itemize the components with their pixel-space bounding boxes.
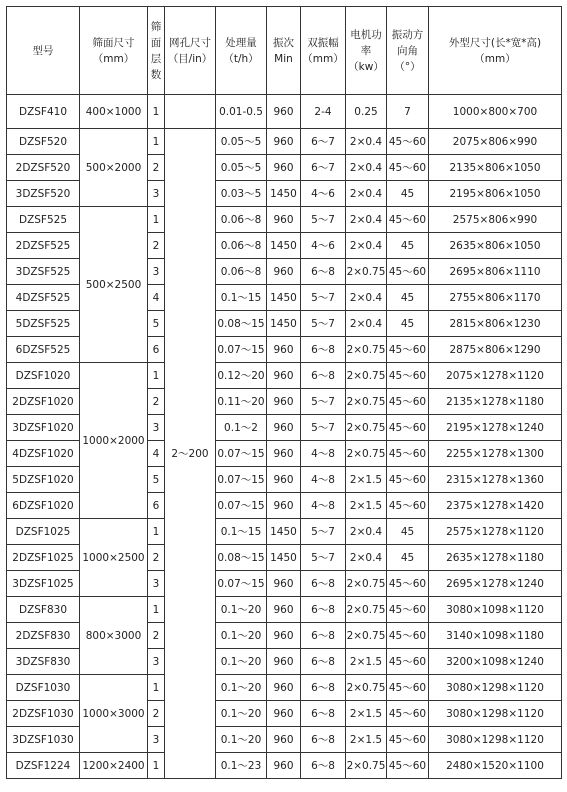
cell-frequency: 1450 [267, 311, 301, 337]
cell-vibration-angle: 45～60 [387, 441, 429, 467]
cell-model: 2DZSF830 [7, 623, 80, 649]
header-line: （mm） [474, 52, 516, 65]
cell-amplitude: 4～8 [301, 441, 346, 467]
cell-dimensions: 3080×1298×1120 [429, 675, 562, 701]
cell-capacity: 0.07～15 [216, 571, 267, 597]
cell-dimensions: 2695×806×1110 [429, 259, 562, 285]
cell-dimensions: 2480×1520×1100 [429, 753, 562, 779]
cell-frequency: 960 [267, 415, 301, 441]
cell-layers: 2 [148, 233, 165, 259]
cell-model: DZSF1020 [7, 363, 80, 389]
cell-layers: 1 [148, 597, 165, 623]
cell-frequency: 960 [267, 675, 301, 701]
cell-frequency: 960 [267, 571, 301, 597]
cell-motor-power: 2×0.4 [346, 129, 387, 155]
cell-screen-size: 1000×3000 [80, 675, 148, 753]
cell-model: 2DZSF1020 [7, 389, 80, 415]
table-row [7, 207, 562, 233]
cell-motor-power: 2×0.75 [346, 441, 387, 467]
header-line: 网孔尺寸 [169, 36, 211, 49]
cell-dimensions: 2695×1278×1240 [429, 571, 562, 597]
cell-capacity: 0.07～15 [216, 441, 267, 467]
header-mesh [165, 7, 216, 95]
cell-frequency: 960 [267, 259, 301, 285]
cell-dimensions: 2315×1278×1360 [429, 467, 562, 493]
cell-dimensions: 3200×1098×1240 [429, 649, 562, 675]
cell-layers: 2 [148, 701, 165, 727]
cell-model: DZSF1025 [7, 519, 80, 545]
cell-capacity: 0.07～15 [216, 493, 267, 519]
table-row [7, 519, 562, 545]
cell-layers: 1 [148, 363, 165, 389]
cell-model: 4DZSF1020 [7, 441, 80, 467]
cell-vibration-angle: 45～60 [387, 207, 429, 233]
cell-frequency: 960 [267, 129, 301, 155]
header-motor-power [346, 7, 387, 95]
cell-dimensions: 2575×806×990 [429, 207, 562, 233]
header-line: （°） [394, 60, 421, 73]
cell-model: DZSF525 [7, 207, 80, 233]
cell-amplitude: 6～8 [301, 753, 346, 779]
cell-capacity: 0.06～8 [216, 233, 267, 259]
cell-frequency: 960 [267, 753, 301, 779]
header-screen-size [80, 7, 148, 95]
cell-amplitude: 6～8 [301, 597, 346, 623]
cell-vibration-angle: 45～60 [387, 623, 429, 649]
cell-amplitude: 6～8 [301, 337, 346, 363]
cell-capacity: 0.1～2 [216, 415, 267, 441]
header-dimensions [429, 7, 562, 95]
cell-frequency: 960 [267, 155, 301, 181]
cell-vibration-angle: 7 [387, 95, 429, 129]
cell-capacity: 0.07～15 [216, 467, 267, 493]
cell-motor-power: 2×0.75 [346, 623, 387, 649]
cell-layers: 5 [148, 311, 165, 337]
cell-frequency: 960 [267, 389, 301, 415]
cell-layers: 3 [148, 415, 165, 441]
cell-motor-power: 2×0.4 [346, 181, 387, 207]
cell-frequency: 960 [267, 337, 301, 363]
cell-frequency: 1450 [267, 285, 301, 311]
cell-model: 6DZSF1020 [7, 493, 80, 519]
cell-model: 4DZSF525 [7, 285, 80, 311]
cell-amplitude: 6～7 [301, 155, 346, 181]
cell-screen-size: 500×2500 [80, 207, 148, 363]
cell-frequency: 960 [267, 207, 301, 233]
header-line: 筛 [150, 20, 162, 33]
cell-amplitude: 6～8 [301, 623, 346, 649]
cell-amplitude: 6～8 [301, 675, 346, 701]
cell-model: DZSF520 [7, 129, 80, 155]
header-line: 电机功 [350, 28, 382, 41]
cell-motor-power: 2×1.5 [346, 701, 387, 727]
cell-model: 2DZSF1030 [7, 701, 80, 727]
header-line: 处理量 [225, 36, 257, 49]
cell-layers: 5 [148, 467, 165, 493]
cell-vibration-angle: 45～60 [387, 155, 429, 181]
cell-vibration-angle: 45～60 [387, 415, 429, 441]
cell-dimensions: 2075×1278×1120 [429, 363, 562, 389]
cell-motor-power: 2×0.75 [346, 259, 387, 285]
cell-frequency: 960 [267, 649, 301, 675]
cell-amplitude: 5～7 [301, 415, 346, 441]
cell-motor-power: 2×1.5 [346, 467, 387, 493]
cell-dimensions: 2575×1278×1120 [429, 519, 562, 545]
cell-vibration-angle: 45～60 [387, 337, 429, 363]
cell-vibration-angle: 45～60 [387, 727, 429, 753]
cell-model: 3DZSF1025 [7, 571, 80, 597]
cell-layers: 3 [148, 259, 165, 285]
cell-motor-power: 0.25 [346, 95, 387, 129]
cell-screen-size: 1000×2500 [80, 519, 148, 597]
cell-motor-power: 2×0.4 [346, 519, 387, 545]
cell-model: 3DZSF1030 [7, 727, 80, 753]
cell-frequency: 960 [267, 363, 301, 389]
cell-model: DZSF1030 [7, 675, 80, 701]
cell-motor-power: 2×0.4 [346, 285, 387, 311]
cell-frequency: 1450 [267, 519, 301, 545]
cell-amplitude: 5～7 [301, 545, 346, 571]
cell-motor-power: 2×1.5 [346, 649, 387, 675]
cell-layers: 1 [148, 675, 165, 701]
cell-motor-power: 2×0.4 [346, 155, 387, 181]
header-line: 数 [150, 68, 162, 81]
cell-frequency: 960 [267, 95, 301, 129]
cell-capacity: 0.1～23 [216, 753, 267, 779]
cell-dimensions: 3080×1298×1120 [429, 727, 562, 753]
cell-model: 3DZSF525 [7, 259, 80, 285]
header-model [7, 7, 80, 95]
cell-amplitude: 5～7 [301, 311, 346, 337]
cell-model: 6DZSF525 [7, 337, 80, 363]
header-line: 向角 [397, 44, 418, 57]
cell-layers: 1 [148, 129, 165, 155]
cell-amplitude: 4～6 [301, 233, 346, 259]
cell-amplitude: 4～6 [301, 181, 346, 207]
cell-vibration-angle: 45 [387, 285, 429, 311]
cell-layers: 4 [148, 441, 165, 467]
cell-capacity: 0.06～8 [216, 207, 267, 233]
cell-motor-power: 2×0.75 [346, 337, 387, 363]
header-line: （kw） [348, 60, 384, 73]
table-row [7, 95, 562, 129]
cell-frequency: 960 [267, 623, 301, 649]
header-line: （mm） [92, 52, 135, 65]
cell-vibration-angle: 45 [387, 181, 429, 207]
cell-motor-power: 2×0.4 [346, 545, 387, 571]
cell-vibration-angle: 45～60 [387, 129, 429, 155]
cell-model: DZSF410 [7, 95, 80, 129]
cell-motor-power: 2×1.5 [346, 727, 387, 753]
cell-amplitude: 6～8 [301, 649, 346, 675]
cell-model: 3DZSF1020 [7, 415, 80, 441]
cell-motor-power: 2×0.75 [346, 571, 387, 597]
header-line: Min [274, 52, 293, 65]
cell-motor-power: 2×0.75 [346, 389, 387, 415]
cell-amplitude: 4～8 [301, 467, 346, 493]
header-line: 面 [150, 36, 162, 49]
cell-capacity: 0.1～15 [216, 285, 267, 311]
cell-motor-power: 2×0.4 [346, 207, 387, 233]
cell-mesh-empty [165, 95, 216, 129]
cell-layers: 2 [148, 389, 165, 415]
cell-motor-power: 2×0.75 [346, 363, 387, 389]
cell-amplitude: 6～8 [301, 727, 346, 753]
cell-screen-size: 800×3000 [80, 597, 148, 675]
cell-layers: 4 [148, 285, 165, 311]
cell-vibration-angle: 45～60 [387, 753, 429, 779]
table-row [7, 129, 562, 155]
cell-capacity: 0.07～15 [216, 337, 267, 363]
cell-vibration-angle: 45～60 [387, 649, 429, 675]
header-amplitude [301, 7, 346, 95]
cell-vibration-angle: 45 [387, 311, 429, 337]
cell-frequency: 1450 [267, 545, 301, 571]
cell-capacity: 0.1～15 [216, 519, 267, 545]
cell-screen-size: 1000×2000 [80, 363, 148, 519]
table-row [7, 675, 562, 701]
cell-frequency: 960 [267, 727, 301, 753]
cell-layers: 3 [148, 571, 165, 597]
cell-dimensions: 1000×800×700 [429, 95, 562, 129]
cell-screen-size: 400×1000 [80, 95, 148, 129]
cell-layers: 3 [148, 181, 165, 207]
cell-dimensions: 2255×1278×1300 [429, 441, 562, 467]
cell-model: 2DZSF520 [7, 155, 80, 181]
cell-dimensions: 2815×806×1230 [429, 311, 562, 337]
cell-dimensions: 2635×806×1050 [429, 233, 562, 259]
cell-vibration-angle: 45～60 [387, 675, 429, 701]
cell-capacity: 0.1～20 [216, 623, 267, 649]
cell-frequency: 960 [267, 441, 301, 467]
cell-motor-power: 2×0.4 [346, 311, 387, 337]
cell-amplitude: 6～8 [301, 571, 346, 597]
cell-capacity: 0.1～20 [216, 727, 267, 753]
cell-capacity: 0.03～5 [216, 181, 267, 207]
cell-model: 3DZSF520 [7, 181, 80, 207]
cell-model: 5DZSF1020 [7, 467, 80, 493]
cell-model: 2DZSF525 [7, 233, 80, 259]
cell-amplitude: 5～7 [301, 389, 346, 415]
cell-model: 2DZSF1025 [7, 545, 80, 571]
cell-motor-power: 2×0.75 [346, 415, 387, 441]
cell-layers: 1 [148, 207, 165, 233]
cell-dimensions: 2135×1278×1180 [429, 389, 562, 415]
header-line: （目/in） [167, 52, 213, 65]
cell-dimensions: 2755×806×1170 [429, 285, 562, 311]
cell-model: 5DZSF525 [7, 311, 80, 337]
cell-layers: 1 [148, 519, 165, 545]
header-vibration-angle [387, 7, 429, 95]
header-row [7, 7, 562, 95]
cell-dimensions: 2195×806×1050 [429, 181, 562, 207]
header-line: 振动方 [391, 28, 424, 41]
cell-mesh: 2～200 [165, 129, 216, 779]
cell-frequency: 960 [267, 493, 301, 519]
cell-capacity: 0.06～8 [216, 259, 267, 285]
table-row [7, 363, 562, 389]
cell-layers: 6 [148, 493, 165, 519]
cell-layers: 2 [148, 623, 165, 649]
table-row [7, 597, 562, 623]
cell-dimensions: 3140×1098×1180 [429, 623, 562, 649]
cell-motor-power: 2×1.5 [346, 493, 387, 519]
cell-amplitude: 6～8 [301, 701, 346, 727]
cell-amplitude: 5～7 [301, 285, 346, 311]
cell-motor-power: 2×0.75 [346, 753, 387, 779]
cell-dimensions: 2635×1278×1180 [429, 545, 562, 571]
header-capacity [216, 7, 267, 95]
cell-motor-power: 2×0.75 [346, 597, 387, 623]
cell-capacity: 0.11～20 [216, 389, 267, 415]
header-frequency [267, 7, 301, 95]
header-line: 振次 [273, 36, 294, 49]
cell-capacity: 0.05～5 [216, 129, 267, 155]
cell-model: 3DZSF830 [7, 649, 80, 675]
cell-motor-power: 2×0.75 [346, 675, 387, 701]
cell-layers: 1 [148, 95, 165, 129]
cell-dimensions: 3080×1298×1120 [429, 701, 562, 727]
cell-vibration-angle: 45～60 [387, 571, 429, 597]
cell-vibration-angle: 45～60 [387, 597, 429, 623]
cell-capacity: 0.1～20 [216, 675, 267, 701]
cell-screen-size: 500×2000 [80, 129, 148, 207]
cell-frequency: 1450 [267, 181, 301, 207]
cell-amplitude: 5～7 [301, 207, 346, 233]
cell-dimensions: 2195×1278×1240 [429, 415, 562, 441]
cell-vibration-angle: 45 [387, 545, 429, 571]
cell-layers: 1 [148, 753, 165, 779]
cell-vibration-angle: 45～60 [387, 363, 429, 389]
cell-capacity: 0.12～20 [216, 363, 267, 389]
header-layers [148, 7, 165, 95]
cell-layers: 3 [148, 649, 165, 675]
table-body [7, 95, 562, 779]
cell-capacity: 0.08～15 [216, 311, 267, 337]
cell-dimensions: 2875×806×1290 [429, 337, 562, 363]
cell-frequency: 960 [267, 467, 301, 493]
cell-capacity: 0.1～20 [216, 597, 267, 623]
cell-dimensions: 2135×806×1050 [429, 155, 562, 181]
cell-layers: 2 [148, 155, 165, 181]
cell-layers: 3 [148, 727, 165, 753]
cell-amplitude: 4～8 [301, 493, 346, 519]
cell-capacity: 0.08～15 [216, 545, 267, 571]
cell-capacity: 0.1～20 [216, 649, 267, 675]
cell-layers: 6 [148, 337, 165, 363]
cell-frequency: 960 [267, 597, 301, 623]
header-line: （t/h） [223, 52, 259, 65]
cell-model: DZSF1224 [7, 753, 80, 779]
cell-frequency: 960 [267, 701, 301, 727]
spec-table [6, 6, 562, 779]
cell-model: DZSF830 [7, 597, 80, 623]
header-line: （mm） [302, 52, 344, 65]
cell-screen-size: 1200×2400 [80, 753, 148, 779]
cell-dimensions: 2075×806×990 [429, 129, 562, 155]
header-line: 层 [150, 52, 162, 65]
header-line: 筛面尺寸 [92, 36, 135, 49]
cell-amplitude: 5～7 [301, 519, 346, 545]
cell-vibration-angle: 45～60 [387, 493, 429, 519]
cell-dimensions: 2375×1278×1420 [429, 493, 562, 519]
table-row [7, 753, 562, 779]
cell-capacity: 0.1～20 [216, 701, 267, 727]
header-line: 率 [360, 44, 372, 57]
cell-capacity: 0.01-0.5 [216, 95, 267, 129]
header-line: 外型尺寸(长*宽*高) [448, 36, 542, 49]
cell-vibration-angle: 45～60 [387, 467, 429, 493]
cell-dimensions: 3080×1098×1120 [429, 597, 562, 623]
cell-vibration-angle: 45 [387, 233, 429, 259]
cell-frequency: 1450 [267, 233, 301, 259]
cell-amplitude: 6～8 [301, 363, 346, 389]
cell-amplitude: 6～8 [301, 259, 346, 285]
cell-amplitude: 6～7 [301, 129, 346, 155]
cell-vibration-angle: 45～60 [387, 389, 429, 415]
header-line: 型号 [32, 44, 54, 57]
cell-motor-power: 2×0.4 [346, 233, 387, 259]
cell-vibration-angle: 45～60 [387, 701, 429, 727]
cell-capacity: 0.05～5 [216, 155, 267, 181]
header-line: 双振幅 [307, 36, 339, 49]
cell-vibration-angle: 45 [387, 519, 429, 545]
cell-layers: 2 [148, 545, 165, 571]
cell-vibration-angle: 45～60 [387, 259, 429, 285]
cell-amplitude: 2-4 [301, 95, 346, 129]
